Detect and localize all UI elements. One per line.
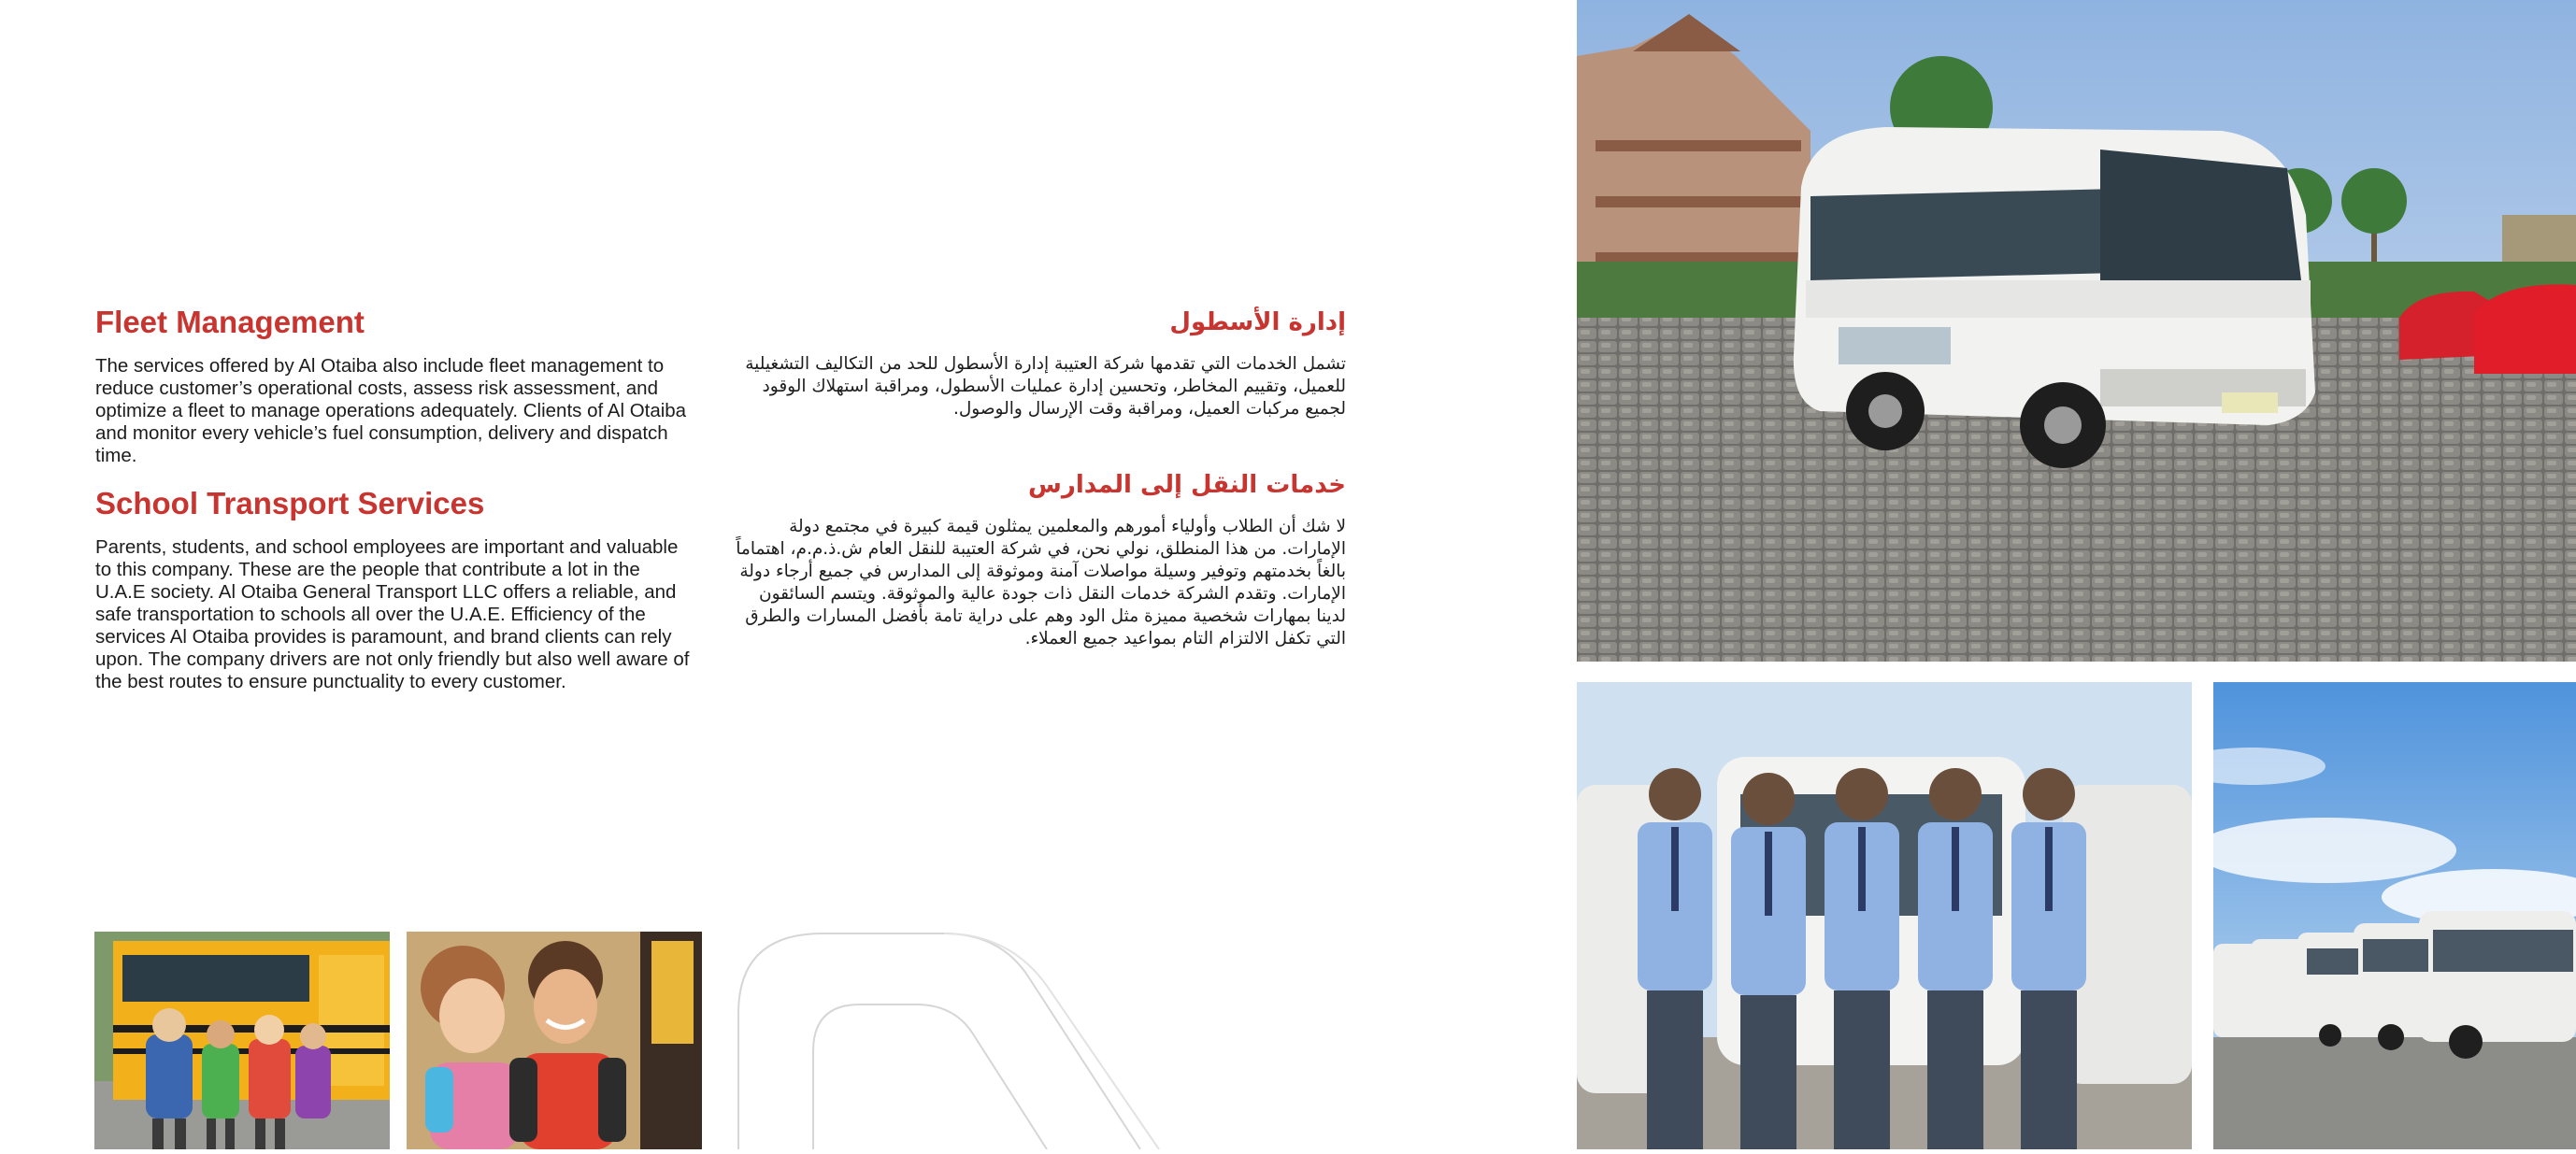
- school-transport-heading-en: School Transport Services: [95, 486, 485, 520]
- school-transport-heading-ar: خدمات النقل إلى المدارس: [1028, 471, 1346, 499]
- fleet-management-body-en: The services offered by Al Otaiba also include fleet management to reduce customer’s operational costs, assess risk assessment, and optimize a fleet to manage operations adequately. Clients of Al Otaiba and monitor every vehicle’s fuel consumption, delivery and dispatch time.: [95, 355, 687, 466]
- children-photo: [407, 932, 702, 1149]
- fleet-management-body-ar: تشمل الخدمات التي تقدمها شركة العتيبة إدارة الأسطول للحد من التكاليف التشغيلية للعميل، وتقييم المخاطر، وتحسين إدارة عمليات الأسطول، ومراقبة استهلاك الوقود لجميع مركبات العميل، ومراقبة وقت الإرسال والوصول.: [745, 354, 1346, 419]
- school-transport-body-en: Parents, students, and school employees are important and valuable to this company. These are the people that contribute a lot in the U.A.E society. Al Otaiba General Transport LLC offers a reliable, and safe transportation to schools all over the U.A.E. Efficiency of the services Al Otaiba provides is paramount, and brand clients can rely upon. The company drivers are not only friendly but also well aware of the best routes to ensure punctuality to every customer.: [95, 536, 690, 692]
- fleet-management-heading-en: Fleet Management: [95, 305, 365, 339]
- drivers-photo: [1577, 682, 2192, 1149]
- school-transport-body-ar: لا شك أن الطلاب وأولياء أمورهم والمعلمين يمثلون قيمة كبيرة في مجتمع دولة الإمارات. من هذا المنطلق، نولي نحن، في شركة العتيبة للنقل العام ش.ذ.م.م، اهتماماً بالغاً بخدمتهم وتوفير وسيلة مواصلات آمنة وموثوقة إلى المدارس في جميع أرجاء دولة الإمارات. وتقدم الشركة خدمات النقل ذات جودة عالية والموثوقة. ويتسم السائقون لدينا بمهارات شخصية مميزة مثل الود وهم على دراية تامة بأفضل المسارات والطرق التي تكفل الالتزام التام بمواعيد جميع العملاء.: [736, 517, 1346, 648]
- fleet-photo: [2213, 682, 2576, 1149]
- fleet-management-heading-ar: إدارة الأسطول: [1169, 308, 1346, 336]
- decorative-outline-shape: [729, 930, 1252, 1149]
- school-bus-photo: [94, 932, 390, 1149]
- minibus-photo: [1577, 0, 2576, 662]
